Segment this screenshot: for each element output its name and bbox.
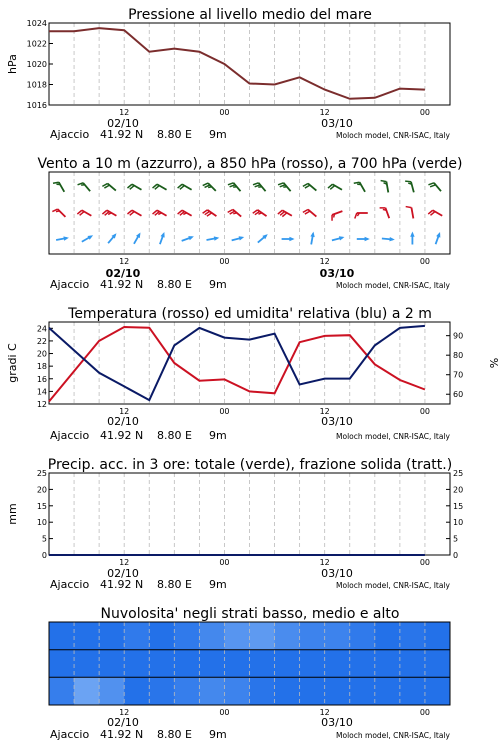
wind-barb bbox=[382, 237, 395, 241]
wind-barb-shaft bbox=[58, 209, 66, 217]
cloud-cell bbox=[425, 622, 451, 650]
x-tick-label: 12 bbox=[119, 407, 130, 416]
y-tick-label: 20 bbox=[36, 349, 47, 359]
x-tick-label: 12 bbox=[119, 558, 130, 567]
wind-arrow-head bbox=[161, 232, 165, 238]
y-tick-label: 10 bbox=[36, 518, 47, 528]
y-tick-label: 1016 bbox=[26, 101, 47, 110]
wind-barb-shaft bbox=[59, 182, 65, 192]
wind-barb bbox=[278, 183, 291, 191]
date-label-2: 03/10 bbox=[321, 716, 353, 729]
model-credit: Moloch model, CNR-ISAC, Italy bbox=[336, 432, 450, 441]
precip-panel bbox=[6, 457, 463, 591]
station-name: Ajaccio bbox=[50, 278, 90, 291]
precip-frame bbox=[49, 473, 450, 555]
wind-barb-feather bbox=[183, 213, 186, 215]
wind-barb-feather bbox=[208, 187, 212, 188]
wind-barb-shaft bbox=[308, 183, 316, 190]
cloud-cell bbox=[350, 677, 376, 705]
x-tick-label: 00 bbox=[219, 708, 230, 717]
cloud-cell bbox=[375, 650, 401, 678]
y-tick-label: 5 bbox=[453, 534, 459, 544]
wind-barb-feather bbox=[228, 183, 233, 185]
cloud-cell bbox=[250, 677, 276, 705]
wind-barb bbox=[228, 183, 241, 191]
temperature-ylabel: gradi C bbox=[6, 343, 19, 383]
pressure-x-ticks bbox=[119, 108, 430, 117]
cloud-cell bbox=[49, 650, 75, 678]
wind-arrow-head bbox=[239, 236, 245, 240]
precip-x-ticks bbox=[119, 558, 430, 567]
wind-barb bbox=[253, 183, 266, 191]
pressure-gridlines bbox=[74, 23, 425, 105]
wind-arrow-head bbox=[63, 236, 69, 240]
y-tick-label: 90 bbox=[453, 331, 464, 341]
wind-barb bbox=[436, 232, 441, 244]
cloud-cell bbox=[149, 622, 175, 650]
cloud-cell bbox=[199, 650, 225, 678]
cloud-cell bbox=[425, 677, 451, 705]
date-label-1: 02/10 bbox=[107, 716, 139, 729]
wind-barb-shaft bbox=[411, 208, 413, 219]
station-elev: 9m bbox=[209, 128, 227, 141]
y-tick-label: 18 bbox=[36, 362, 47, 372]
cloud-cell bbox=[74, 677, 100, 705]
cloud-cell bbox=[49, 622, 75, 650]
wind-barb-feather bbox=[278, 183, 283, 185]
y-tick-label: 5 bbox=[41, 534, 47, 544]
x-tick-label: 12 bbox=[319, 257, 330, 266]
wind-barb bbox=[406, 207, 414, 219]
wind-barb-shaft bbox=[386, 182, 388, 193]
pressure-line bbox=[49, 28, 425, 99]
wind-barb bbox=[228, 209, 241, 216]
wind-barb bbox=[328, 184, 342, 190]
wind-barb bbox=[127, 210, 141, 216]
x-tick-label: 00 bbox=[219, 407, 230, 416]
wind-footer bbox=[50, 278, 451, 291]
y-tick-label: 24 bbox=[36, 324, 47, 334]
cloud-cell bbox=[275, 650, 301, 678]
wind-arrow-head bbox=[188, 236, 194, 240]
wind-barb bbox=[428, 183, 441, 191]
x-tick-label: 00 bbox=[419, 708, 431, 717]
wind-barb-feather bbox=[108, 213, 111, 215]
y-tick-label: 15 bbox=[453, 501, 464, 511]
cloud-cell bbox=[224, 677, 250, 705]
wind-barb bbox=[405, 181, 414, 192]
wind-barb bbox=[203, 210, 217, 216]
model-credit: Moloch model, CNR-ISAC, Italy bbox=[336, 131, 450, 140]
pressure-title: Pressione al livello medio del mare bbox=[128, 7, 372, 23]
wind-barb bbox=[78, 183, 91, 191]
wind-barb-feather bbox=[405, 181, 411, 182]
date-label-1: 02/10 bbox=[107, 567, 139, 580]
cloud-cell bbox=[325, 650, 351, 678]
cloud-cell bbox=[99, 650, 125, 678]
cloud-cell bbox=[400, 622, 426, 650]
wind-x-ticks bbox=[119, 257, 430, 266]
station-lon: 8.80 E bbox=[157, 578, 192, 591]
wind-barb bbox=[258, 234, 268, 242]
pressure-panel bbox=[6, 7, 451, 141]
y-tick-label: 25 bbox=[36, 469, 47, 478]
wind-barb bbox=[182, 236, 194, 241]
wind-barb bbox=[303, 209, 316, 216]
cloud-cell bbox=[49, 677, 75, 705]
wind-barbs bbox=[52, 181, 442, 245]
wind-barb-feather bbox=[53, 182, 59, 183]
date-label-1: 02/10 bbox=[107, 117, 139, 130]
cloud-cell bbox=[99, 622, 125, 650]
cloud-cell bbox=[174, 622, 200, 650]
wind-barb-shaft bbox=[360, 182, 366, 192]
cloud-cell bbox=[124, 622, 150, 650]
date-label-2: 03/10 bbox=[321, 415, 353, 428]
station-lat: 41.92 N bbox=[100, 429, 144, 442]
wind-barb bbox=[380, 208, 390, 218]
wind-barb bbox=[134, 233, 141, 244]
y-tick-label: 0 bbox=[41, 551, 47, 560]
station-name: Ajaccio bbox=[50, 728, 90, 741]
temperature-footer bbox=[50, 429, 451, 442]
wind-barb bbox=[203, 183, 216, 191]
wind-gridlines bbox=[74, 172, 425, 254]
y-tick-label: 1024 bbox=[26, 19, 47, 28]
y-tick-label: 1018 bbox=[26, 80, 47, 90]
precip-gridlines bbox=[74, 473, 425, 555]
y-tick-label: 20 bbox=[453, 485, 464, 495]
wind-barb bbox=[428, 210, 442, 216]
y-tick-label: 14 bbox=[36, 387, 47, 397]
x-tick-label: 12 bbox=[119, 108, 130, 117]
wind-barb bbox=[108, 233, 116, 243]
cloud-cell bbox=[124, 650, 150, 678]
wind-barb-feather bbox=[406, 207, 412, 208]
wind-barb-shaft bbox=[411, 182, 414, 193]
x-tick-label: 00 bbox=[219, 257, 230, 266]
y-tick-label: 80 bbox=[453, 351, 464, 361]
y-tick-label: 12 bbox=[36, 400, 47, 409]
wind-barb-shaft bbox=[308, 209, 316, 216]
y-tick-label: 60 bbox=[453, 390, 464, 400]
wind-barb-feather bbox=[381, 181, 387, 182]
cloud-cell bbox=[275, 622, 301, 650]
wind-barb-feather bbox=[428, 183, 433, 185]
wind-arrow-head bbox=[289, 237, 294, 241]
wind-barb-shaft bbox=[385, 208, 389, 218]
x-tick-label: 00 bbox=[419, 407, 431, 416]
precip-title: Precip. acc. in 3 ore: totale (verde), frazione solida (tratt.) bbox=[47, 457, 453, 473]
y-tick-label: 1022 bbox=[26, 39, 47, 49]
humidity-ylabel: % bbox=[487, 357, 500, 369]
cloud-cell bbox=[300, 650, 326, 678]
wind-arrow-head bbox=[339, 236, 345, 240]
cloud-cell bbox=[74, 650, 100, 678]
date-label-1: 02/10 bbox=[107, 415, 139, 428]
cloud-cell bbox=[149, 650, 175, 678]
wind-barb bbox=[357, 237, 370, 241]
x-tick-label: 12 bbox=[119, 257, 130, 266]
cloud-cell bbox=[250, 622, 276, 650]
cloud-cell bbox=[425, 650, 451, 678]
pressure-footer bbox=[50, 128, 451, 141]
cloud-cell bbox=[250, 650, 276, 678]
cloud-cell bbox=[99, 677, 125, 705]
station-elev: 9m bbox=[209, 728, 227, 741]
precip-ylabel: mm bbox=[6, 503, 19, 525]
x-tick-label: 12 bbox=[319, 708, 330, 717]
clouds-panel bbox=[49, 606, 451, 741]
wind-title: Vento a 10 m (azzurro), a 850 hPa (rosso), a 700 hPa (verde) bbox=[37, 156, 463, 172]
y-tick-label: 20 bbox=[36, 485, 47, 495]
date-label-1: 02/10 bbox=[105, 267, 141, 280]
wind-barb bbox=[253, 210, 267, 216]
cloud-cell bbox=[74, 622, 100, 650]
wind-barb-shaft bbox=[258, 210, 267, 216]
station-lon: 8.80 E bbox=[157, 128, 192, 141]
wind-barb bbox=[56, 236, 69, 240]
clouds-x-ticks bbox=[119, 708, 430, 717]
cloud-cell bbox=[224, 650, 250, 678]
wind-barb-feather bbox=[56, 211, 60, 212]
wind-barb bbox=[232, 236, 245, 240]
wind-barb bbox=[410, 232, 414, 245]
wind-barb-feather bbox=[354, 182, 360, 183]
station-name: Ajaccio bbox=[50, 128, 90, 141]
wind-barb-feather bbox=[355, 213, 357, 219]
wind-arrow-head bbox=[389, 237, 394, 241]
station-elev: 9m bbox=[209, 429, 227, 442]
wind-barb bbox=[102, 210, 116, 216]
wind-barb bbox=[127, 184, 141, 190]
wind-barb bbox=[278, 210, 292, 216]
wind-barb bbox=[354, 182, 365, 192]
wind-barb bbox=[206, 236, 219, 240]
wind-barb bbox=[310, 232, 314, 245]
model-credit: Moloch model, CNR-ISAC, Italy bbox=[336, 281, 450, 290]
y-tick-label: 16 bbox=[36, 374, 47, 384]
wind-barb bbox=[52, 209, 65, 217]
cloud-cell bbox=[199, 622, 225, 650]
cloud-cell bbox=[325, 677, 351, 705]
x-tick-label: 12 bbox=[319, 407, 330, 416]
wind-barb-feather bbox=[233, 213, 236, 214]
wind-barb-shaft bbox=[107, 183, 115, 190]
wind-barb bbox=[53, 182, 64, 192]
wind-barb bbox=[381, 181, 389, 193]
station-lon: 8.80 E bbox=[157, 728, 192, 741]
cloud-cell bbox=[149, 677, 175, 705]
wind-barb-shaft bbox=[83, 183, 90, 191]
wind-barb bbox=[160, 232, 165, 244]
x-tick-label: 00 bbox=[219, 558, 230, 567]
date-label-2: 03/10 bbox=[321, 117, 353, 130]
x-tick-label: 12 bbox=[319, 108, 330, 117]
x-tick-label: 00 bbox=[419, 257, 431, 266]
wind-barb-feather bbox=[158, 213, 161, 215]
cloud-cell bbox=[375, 677, 401, 705]
wind-arrow-head bbox=[310, 232, 314, 238]
wind-arrow-head bbox=[436, 232, 440, 238]
date-label-2: 03/10 bbox=[319, 267, 355, 280]
cloud-cell bbox=[174, 677, 200, 705]
cloud-cell bbox=[275, 677, 301, 705]
temperature-panel bbox=[6, 306, 500, 442]
cloud-cell bbox=[124, 677, 150, 705]
y-tick-label: 1020 bbox=[26, 60, 47, 69]
cloud-cell bbox=[350, 650, 376, 678]
wind-barb-feather bbox=[430, 185, 435, 187]
wind-barb bbox=[102, 183, 115, 190]
model-credit: Moloch model, CNR-ISAC, Italy bbox=[336, 731, 450, 740]
station-lat: 41.92 N bbox=[100, 278, 144, 291]
y-tick-label: 70 bbox=[453, 370, 464, 380]
precip-y-ticks bbox=[37, 469, 463, 560]
wind-barb bbox=[153, 184, 167, 190]
y-tick-label: 22 bbox=[36, 336, 47, 346]
y-tick-label: 15 bbox=[36, 501, 47, 511]
station-name: Ajaccio bbox=[50, 578, 90, 591]
precip-footer bbox=[50, 578, 451, 591]
temperature-y-ticks bbox=[37, 324, 53, 409]
station-elev: 9m bbox=[209, 278, 227, 291]
x-tick-label: 00 bbox=[219, 108, 230, 117]
clouds-title: Nuvolosita' negli strati basso, medio e alto bbox=[100, 606, 400, 622]
wind-barb-shaft bbox=[332, 211, 342, 215]
station-lat: 41.92 N bbox=[100, 578, 144, 591]
date-label-2: 03/10 bbox=[321, 567, 353, 580]
wind-barb bbox=[178, 210, 192, 216]
wind-barb bbox=[303, 183, 316, 190]
cloud-cell bbox=[224, 622, 250, 650]
wind-panel bbox=[37, 156, 462, 291]
wind-barb bbox=[332, 236, 345, 240]
wind-barb bbox=[332, 211, 342, 221]
x-tick-label: 00 bbox=[419, 108, 431, 117]
wind-barb-feather bbox=[253, 183, 258, 185]
cloud-cell bbox=[300, 677, 326, 705]
cloud-cell bbox=[400, 677, 426, 705]
cloud-cell bbox=[350, 622, 376, 650]
station-lon: 8.80 E bbox=[157, 429, 192, 442]
cloud-cell bbox=[325, 622, 351, 650]
y-tick-label: 10 bbox=[453, 518, 464, 528]
pressure-ylabel: hPa bbox=[6, 54, 19, 74]
wind-barb bbox=[355, 213, 368, 219]
wind-arrow-head bbox=[410, 232, 414, 237]
y-tick-label: 0 bbox=[453, 551, 459, 560]
wind-barb bbox=[282, 237, 295, 241]
station-elev: 9m bbox=[209, 578, 227, 591]
x-tick-label: 00 bbox=[419, 558, 431, 567]
cloud-cell bbox=[375, 622, 401, 650]
wind-barb-shaft bbox=[434, 183, 441, 191]
cloud-cell bbox=[199, 677, 225, 705]
wind-barb-feather bbox=[203, 183, 208, 185]
y-tick-label: 25 bbox=[453, 469, 464, 478]
model-credit: Moloch model, CNR-ISAC, Italy bbox=[336, 581, 450, 590]
station-lon: 8.80 E bbox=[157, 278, 192, 291]
clouds-footer bbox=[50, 728, 451, 741]
wind-barb-feather bbox=[334, 214, 335, 218]
wind-barb bbox=[178, 184, 192, 190]
x-tick-label: 12 bbox=[319, 558, 330, 567]
wind-arrow-head bbox=[214, 236, 220, 240]
station-lat: 41.92 N bbox=[100, 728, 144, 741]
x-tick-label: 12 bbox=[119, 708, 130, 717]
wind-barb bbox=[82, 235, 93, 242]
wind-arrow-head bbox=[365, 237, 370, 241]
cloud-cell bbox=[174, 650, 200, 678]
temperature-x-ticks bbox=[119, 407, 430, 416]
temperature-title: Temperatura (rosso) ed umidita' relativa (blu) a 2 m bbox=[68, 306, 432, 322]
wind-barb-feather bbox=[383, 209, 387, 210]
cloud-cell bbox=[300, 622, 326, 650]
humidity-y-ticks bbox=[446, 332, 463, 400]
cloud-cell bbox=[400, 650, 426, 678]
station-name: Ajaccio bbox=[50, 429, 90, 442]
wind-barb bbox=[77, 210, 91, 216]
station-lat: 41.92 N bbox=[100, 128, 144, 141]
wind-barb-feather bbox=[258, 213, 261, 214]
wind-barb bbox=[153, 210, 167, 216]
